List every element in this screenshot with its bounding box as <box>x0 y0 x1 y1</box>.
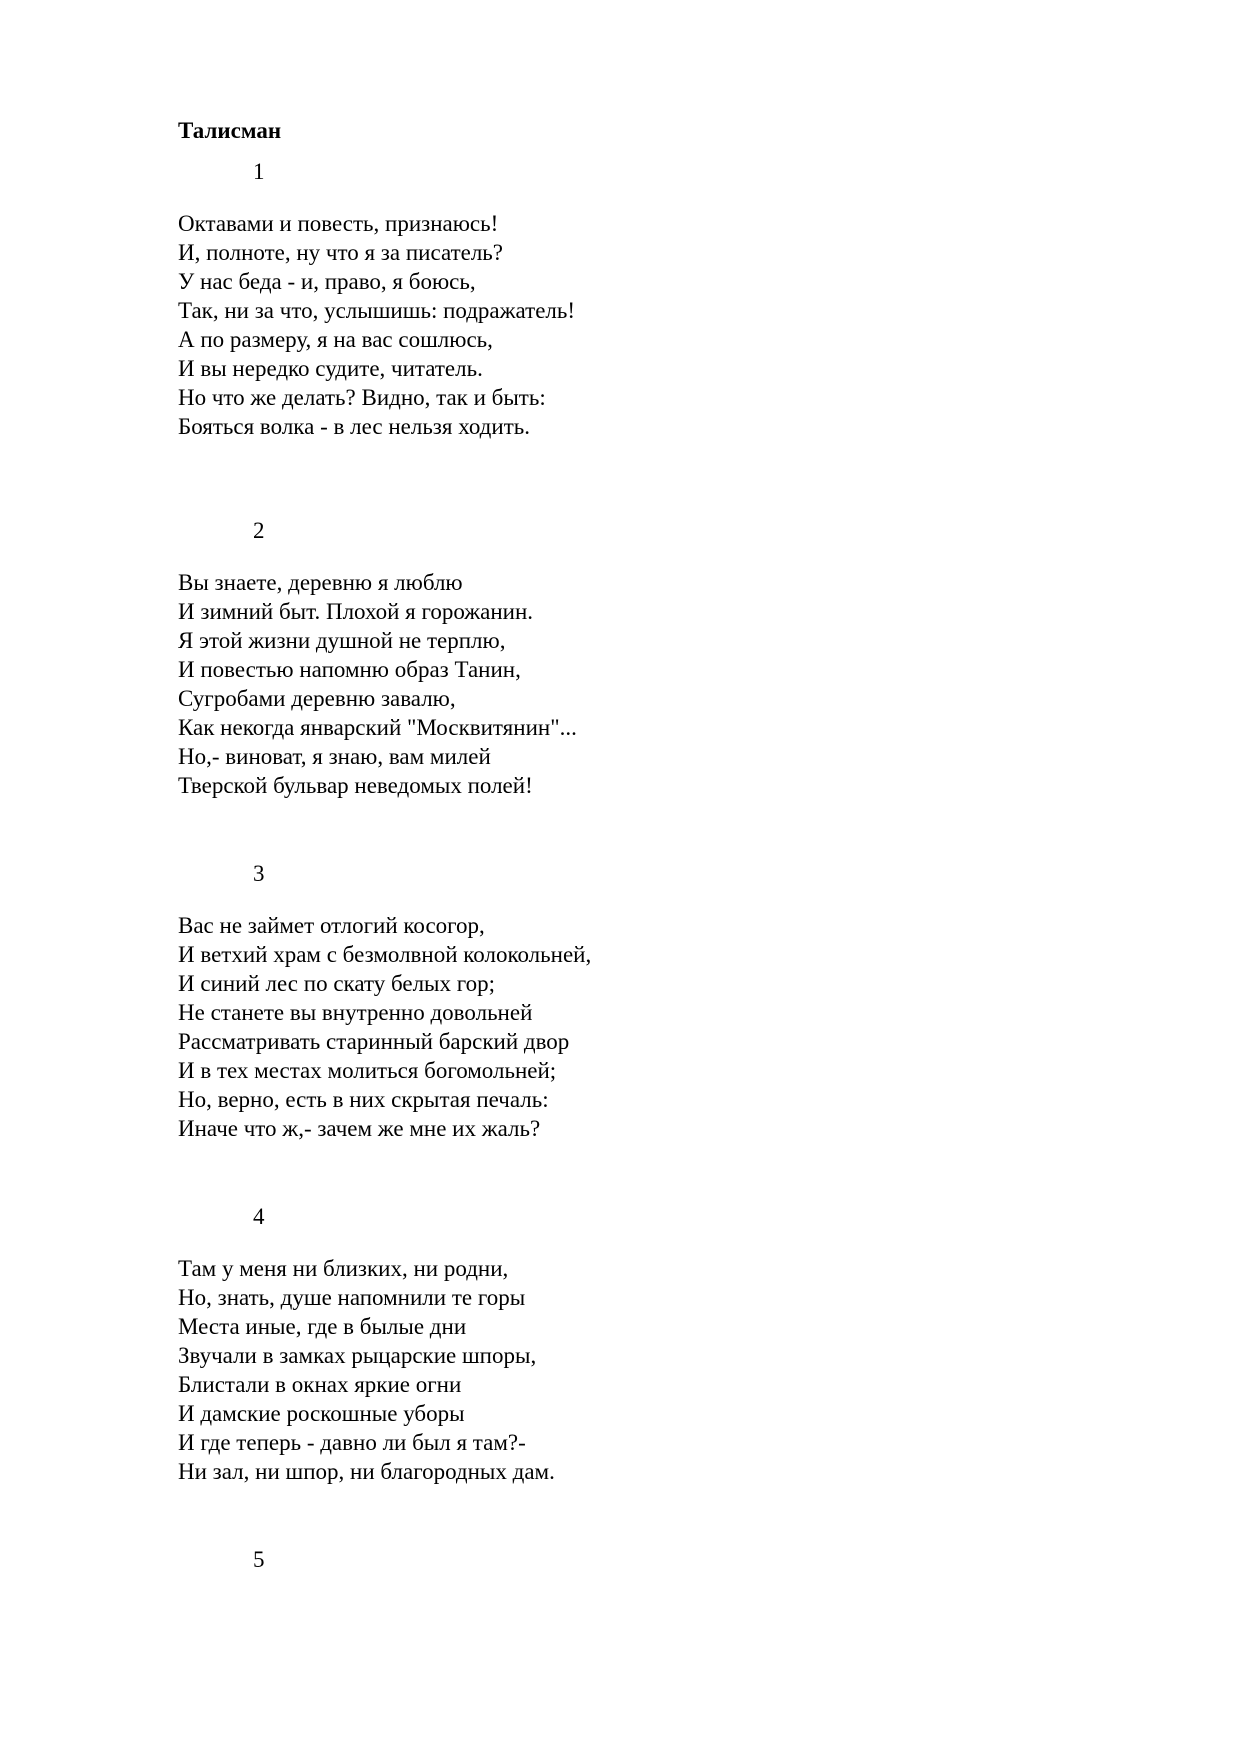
stanza-line: Как некогда январский "Москвитянин"... <box>178 715 577 740</box>
stanza-line: Места иные, где в былые дни <box>178 1314 467 1339</box>
stanza-line: Бояться волка - в лес нельзя ходить. <box>178 414 530 439</box>
stanza-line: И в тех местах молиться богомольней; <box>178 1058 557 1083</box>
page-title: Талисман <box>178 118 282 143</box>
stanza-4 <box>178 1254 555 1486</box>
stanza-2 <box>178 568 577 800</box>
stanza-line: Октавами и повесть, признаюсь! <box>178 211 499 236</box>
stanza-line: Сугробами деревню завалю, <box>178 686 456 711</box>
stanza-line: И дамские роскошные уборы <box>178 1401 465 1426</box>
stanza-line: И, полноте, ну что я за писатель? <box>178 240 504 265</box>
stanza-number-2: 2 <box>253 518 265 543</box>
stanza-line: Но, верно, есть в них скрытая печаль: <box>178 1087 549 1112</box>
stanza-line: Так, ни за что, услышишь: подражатель! <box>178 298 576 323</box>
stanza-line: И синий лес по скату белых гор; <box>178 971 496 996</box>
stanza-line: Я этой жизни душной не терплю, <box>178 628 506 653</box>
stanza-number-4: 4 <box>253 1204 265 1229</box>
stanza-number-1: 1 <box>253 159 265 184</box>
stanza-line: Но,- виноват, я знаю, вам милей <box>178 744 491 769</box>
stanza-number-3: 3 <box>253 861 265 886</box>
stanza-line: А по размеру, я на вас сошлюсь, <box>178 327 493 352</box>
stanza-line: Ни зал, ни шпор, ни благородных дам. <box>178 1459 555 1484</box>
stanza-line: Вы знаете, деревню я люблю <box>178 570 463 595</box>
stanza-line: И ветхий храм с безмолвной колокольней, <box>178 942 592 967</box>
stanza-line: Рассматривать старинный барский двор <box>178 1029 570 1054</box>
stanza-number-5: 5 <box>253 1547 265 1572</box>
stanza-line: Но, знать, душе напомнили те горы <box>178 1285 526 1310</box>
stanza-3 <box>178 911 591 1143</box>
stanza-line: У нас беда - и, право, я боюсь, <box>178 269 476 294</box>
stanza-line: И зимний быт. Плохой я горожанин. <box>178 599 534 624</box>
stanza-line: Блистали в окнах яркие огни <box>178 1372 462 1397</box>
stanza-line: Там у меня ни близких, ни родни, <box>178 1256 509 1281</box>
stanza-line: И вы нередко судите, читатель. <box>178 356 483 381</box>
stanza-line: И где теперь - давно ли был я там?- <box>178 1430 526 1455</box>
stanza-line: Вас не займет отлогий косогор, <box>178 913 485 938</box>
stanza-line: И повестью напомню образ Танин, <box>178 657 521 682</box>
stanza-line: Тверской бульвар неведомых полей! <box>178 773 533 798</box>
stanza-line: Но что же делать? Видно, так и быть: <box>178 385 546 410</box>
stanza-line: Звучали в замках рыцарские шпоры, <box>178 1343 537 1368</box>
stanza-1 <box>178 209 575 441</box>
stanza-line: Иначе что ж,- зачем же мне их жаль? <box>178 1116 541 1141</box>
stanza-line: Не станете вы внутренно довольней <box>178 1000 533 1025</box>
